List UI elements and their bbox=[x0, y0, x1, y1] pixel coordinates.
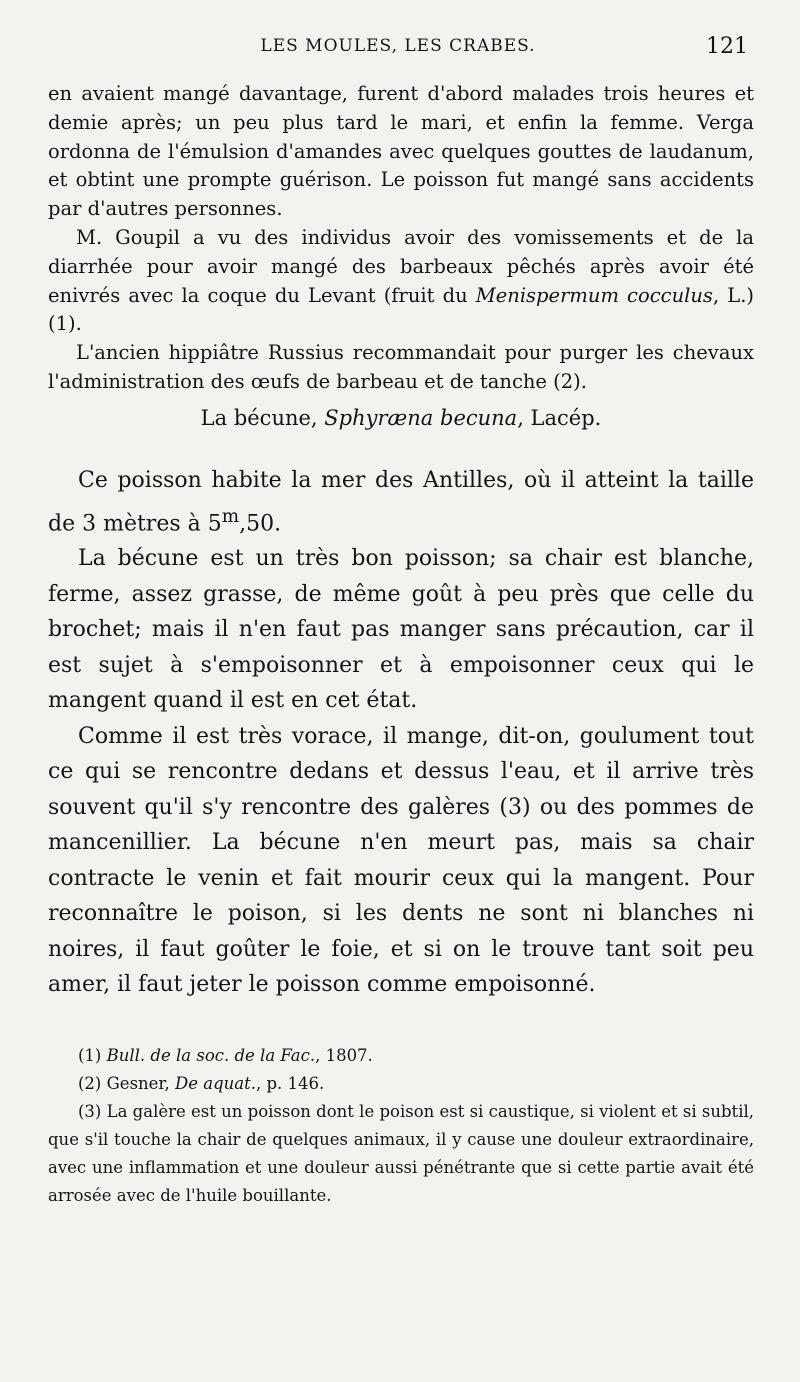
body-paragraph-2: La bécune est un très bon poisson; sa chair est blanche, ferme, assez grasse, de même goût à peu près que celle du brochet; mais il n'en faut pas manger sans précaution, car il est sujet à s'empoisonner et à empoisonner ceux qui le mangent quand il est en cet état. bbox=[48, 546, 754, 714]
body-paragraph-1-end: ,50. bbox=[239, 510, 282, 536]
footnote-2-num: (2) Gesner, bbox=[78, 1074, 175, 1093]
footnotes bbox=[48, 1042, 754, 1210]
running-head: LES MOULES, LES CRABES. bbox=[260, 36, 536, 56]
body-paragraph-1 bbox=[48, 463, 754, 541]
footnote-1-num: (1) bbox=[78, 1046, 107, 1065]
footnote-1-title: Bull. de la soc. de la Fac. bbox=[106, 1046, 316, 1065]
footnote-2 bbox=[48, 1070, 754, 1098]
intro-text bbox=[48, 80, 754, 397]
page-number: 121 bbox=[706, 34, 748, 59]
main-text bbox=[48, 463, 754, 1003]
species-name: Menispermum cocculus bbox=[475, 283, 713, 307]
section-title-author: , Lacép. bbox=[517, 406, 602, 430]
section-title bbox=[48, 406, 754, 430]
section-title-name: La bécune, bbox=[200, 406, 325, 430]
footnote-1-rest: , 1807. bbox=[315, 1046, 373, 1065]
body-paragraph-1-text: Ce poisson habite la mer des Antilles, où il atteint la taille de 3 mètres à 5 bbox=[48, 468, 754, 536]
meter-superscript: m bbox=[221, 505, 240, 527]
intro-paragraph-3: L'ancien hippiâtre Russius recommandait pour purger les chevaux l'administration des œufs de barbeau et de tanche (2). bbox=[48, 341, 754, 393]
section-title-latin: Sphyræna becuna bbox=[324, 406, 518, 430]
intro-paragraph-2-end: , L.) (1). bbox=[48, 283, 755, 336]
intro-paragraph-2-text: M. Goupil a vu des individus avoir des vomissements et de la diarrhée pour avoir mangé des barbeaux pêchés après avoir été enivrés avec la coque du Levant (fruit du bbox=[48, 225, 754, 307]
body-paragraph-3: Comme il est très vorace, il mange, dit-on, goulument tout ce qui se rencontre dedans et dessus l'eau, et il arrive très souvent qu'il s'y rencontre des galères (3) ou des pommes de mancenillier. La bécune n'en meurt pas, mais sa chair contracte le venin et fait mourir ceux qui la mangent. Pour reconnaître le poison, si les dents ne sont ni blanches ni noires, il faut goûter le foie, et si on le trouve tant soit peu amer, il faut jeter le poisson comme empoisonné. bbox=[48, 723, 754, 998]
footnote-3: (3) La galère est un poisson dont le poison est si caustique, si violent et si subtil, que s'il touche la chair de quelques animaux, il y cause une douleur extraordinaire, avec une inflammation et une douleur aussi pénétrante que si cette partie avait été arrosée avec de l'huile bouillante. bbox=[48, 1102, 754, 1205]
intro-paragraph-1: en avaient mangé davantage, furent d'abord malades trois heures et demie après; un peu plus tard le mari, et enfin la femme. Verga ordonna de l'émulsion d'amandes avec quelques gouttes de laudanum, et obtint une prompte guérison. Le poisson fut mangé sans accidents par d'autres personnes. bbox=[48, 82, 754, 221]
footnote-2-title: De aquat. bbox=[175, 1074, 256, 1093]
footnote-1 bbox=[48, 1042, 754, 1070]
intro-paragraph-2 bbox=[48, 224, 754, 339]
footnote-2-rest: , p. 146. bbox=[255, 1074, 325, 1093]
page-header bbox=[48, 34, 748, 64]
